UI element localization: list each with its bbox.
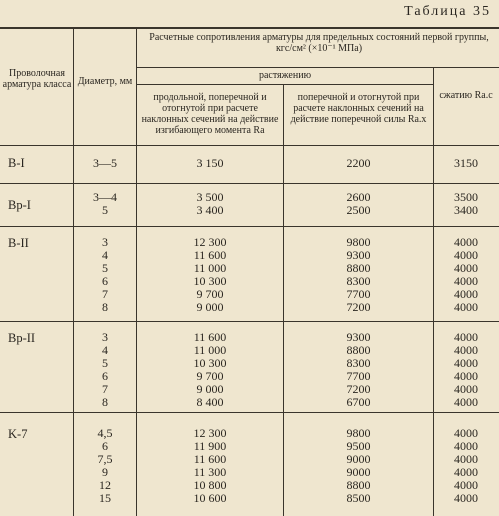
- diameter-value: 3—5: [93, 156, 117, 170]
- rax-value: 8300: [346, 274, 371, 288]
- diameter-value: 3: [102, 235, 108, 249]
- diameter-value: 6: [102, 439, 108, 453]
- rax-value: 7200: [346, 300, 371, 314]
- rax-value: 2500: [346, 203, 371, 217]
- ra-value: 11 600: [193, 452, 227, 466]
- rac-value: 4000: [454, 330, 478, 344]
- rax-value: 8800: [346, 478, 371, 492]
- rax-value: 7700: [346, 287, 371, 301]
- ra-value: 9 000: [196, 382, 224, 396]
- rac-value: 4000: [454, 395, 478, 409]
- ra-value: 10 300: [193, 274, 227, 288]
- diameter-value: 4,5: [97, 426, 113, 440]
- rax-value: 9000: [346, 452, 371, 466]
- diameter-value: 5: [102, 261, 108, 275]
- ra-value: 11 300: [193, 465, 227, 479]
- ra-value: 10 300: [193, 356, 227, 370]
- diameter-value: 7: [102, 287, 108, 301]
- rac-value: 4000: [454, 235, 478, 249]
- rax-value: 8500: [346, 491, 371, 505]
- rac-value: 4000: [454, 439, 478, 453]
- diameter-value: 5: [102, 356, 108, 370]
- table-caption: Таблица 35: [404, 4, 491, 19]
- group-rule-3: [0, 321, 499, 322]
- rax-value: 2200: [346, 156, 371, 170]
- header-tension: растяжению: [258, 70, 312, 81]
- class-label: B-II: [8, 236, 29, 250]
- group-rule-4: [0, 412, 499, 413]
- header-class: Проволочная арматура класса: [2, 68, 72, 90]
- class-label: B-I: [8, 156, 25, 170]
- ra-value: 8 400: [196, 395, 224, 409]
- ra-value: 3 400: [196, 203, 224, 217]
- ra-value: 9 000: [196, 300, 224, 314]
- ra-value: 11 600: [193, 330, 227, 344]
- rac-value: 4000: [454, 287, 478, 301]
- rax-value: 7200: [346, 382, 371, 396]
- diameter-value: 3: [102, 330, 108, 344]
- diameter-value: 8: [102, 300, 108, 314]
- header-main: Расчетные сопротивления арматуры для предельных состояний первой группы, кгс/см² (×10⁻¹ МПа): [149, 32, 489, 54]
- col-divider-ra: [283, 84, 284, 516]
- rax-value: 9000: [346, 465, 371, 479]
- ra-value: 3 150: [196, 156, 224, 170]
- class-label: Bp-II: [8, 331, 36, 345]
- rax-value: 6700: [346, 395, 371, 409]
- ra-value: 11 900: [193, 439, 227, 453]
- diameter-value: 7,5: [97, 452, 113, 466]
- header-diameter: Диаметр, мм: [77, 76, 133, 87]
- rac-value: 4000: [454, 274, 478, 288]
- header-bottom-rule: [0, 145, 499, 146]
- rac-value: 4000: [454, 300, 478, 314]
- rax-value: 9300: [346, 248, 371, 262]
- diameter-value: 4: [102, 248, 108, 262]
- rac-value: 4000: [454, 426, 478, 440]
- rax-value: 9800: [346, 426, 371, 440]
- ra-value: 11 000: [193, 343, 227, 357]
- col-divider-diameter: [136, 28, 137, 516]
- rax-value: 9500: [346, 439, 371, 453]
- rac-value: 3150: [454, 156, 478, 170]
- rac-value: 4000: [454, 261, 478, 275]
- rac-value: 4000: [454, 382, 478, 396]
- ra-value: 11 000: [193, 261, 227, 275]
- rax-value: 2600: [346, 190, 371, 204]
- rax-value: 7700: [346, 369, 371, 383]
- col-divider-class: [73, 28, 74, 516]
- rac-value: 4000: [454, 452, 478, 466]
- ra-value: 3 500: [196, 190, 224, 204]
- rule-under-tension: [136, 84, 433, 85]
- header-compression: сжатию Rа.с: [439, 90, 493, 101]
- ra-value: 11 600: [193, 248, 227, 262]
- ra-value: 10 800: [193, 478, 227, 492]
- rule-under-main: [136, 67, 499, 68]
- ra-value: 10 600: [193, 491, 227, 505]
- rac-value: 4000: [454, 369, 478, 383]
- rax-value: 9800: [346, 235, 371, 249]
- diameter-value: 6: [102, 274, 108, 288]
- diameter-value: 7: [102, 382, 108, 396]
- table-top-rule: [0, 27, 499, 29]
- rac-value: 4000: [454, 478, 478, 492]
- group-rule-1: [0, 183, 499, 184]
- ra-value: 9 700: [196, 287, 224, 301]
- header-transverse: поперечной и отогнутой при расчете наклонных сечений на действие поперечной силы Rа.х: [290, 92, 427, 125]
- diameter-value: 8: [102, 395, 108, 409]
- diameter-value: 5: [102, 203, 108, 217]
- diameter-value: 15: [99, 491, 111, 505]
- rax-value: 9300: [346, 330, 371, 344]
- ra-value: 12 300: [193, 426, 227, 440]
- rac-value: 3500: [454, 190, 478, 204]
- diameter-value: 6: [102, 369, 108, 383]
- diameter-value: 4: [102, 343, 108, 357]
- ra-value: 12 300: [193, 235, 227, 249]
- rax-value: 8800: [346, 261, 371, 275]
- rax-value: 8300: [346, 356, 371, 370]
- header-longitudinal: продольной, поперечной и отогнутой при расчете наклонных сечений на действие изгибающего момента Rа: [141, 92, 279, 136]
- col-divider-rax: [433, 67, 434, 516]
- rac-value: 4000: [454, 356, 478, 370]
- ra-value: 9 700: [196, 369, 224, 383]
- class-label: K-7: [8, 427, 28, 441]
- diameter-value: 12: [99, 478, 111, 492]
- rax-value: 8800: [346, 343, 371, 357]
- group-rule-2: [0, 226, 499, 227]
- class-label: Bp-I: [8, 198, 31, 212]
- rac-value: 4000: [454, 465, 478, 479]
- rac-value: 4000: [454, 248, 478, 262]
- diameter-value: 3—4: [93, 190, 117, 204]
- rac-value: 3400: [454, 203, 478, 217]
- diameter-value: 9: [102, 465, 108, 479]
- rac-value: 4000: [454, 491, 478, 505]
- rac-value: 4000: [454, 343, 478, 357]
